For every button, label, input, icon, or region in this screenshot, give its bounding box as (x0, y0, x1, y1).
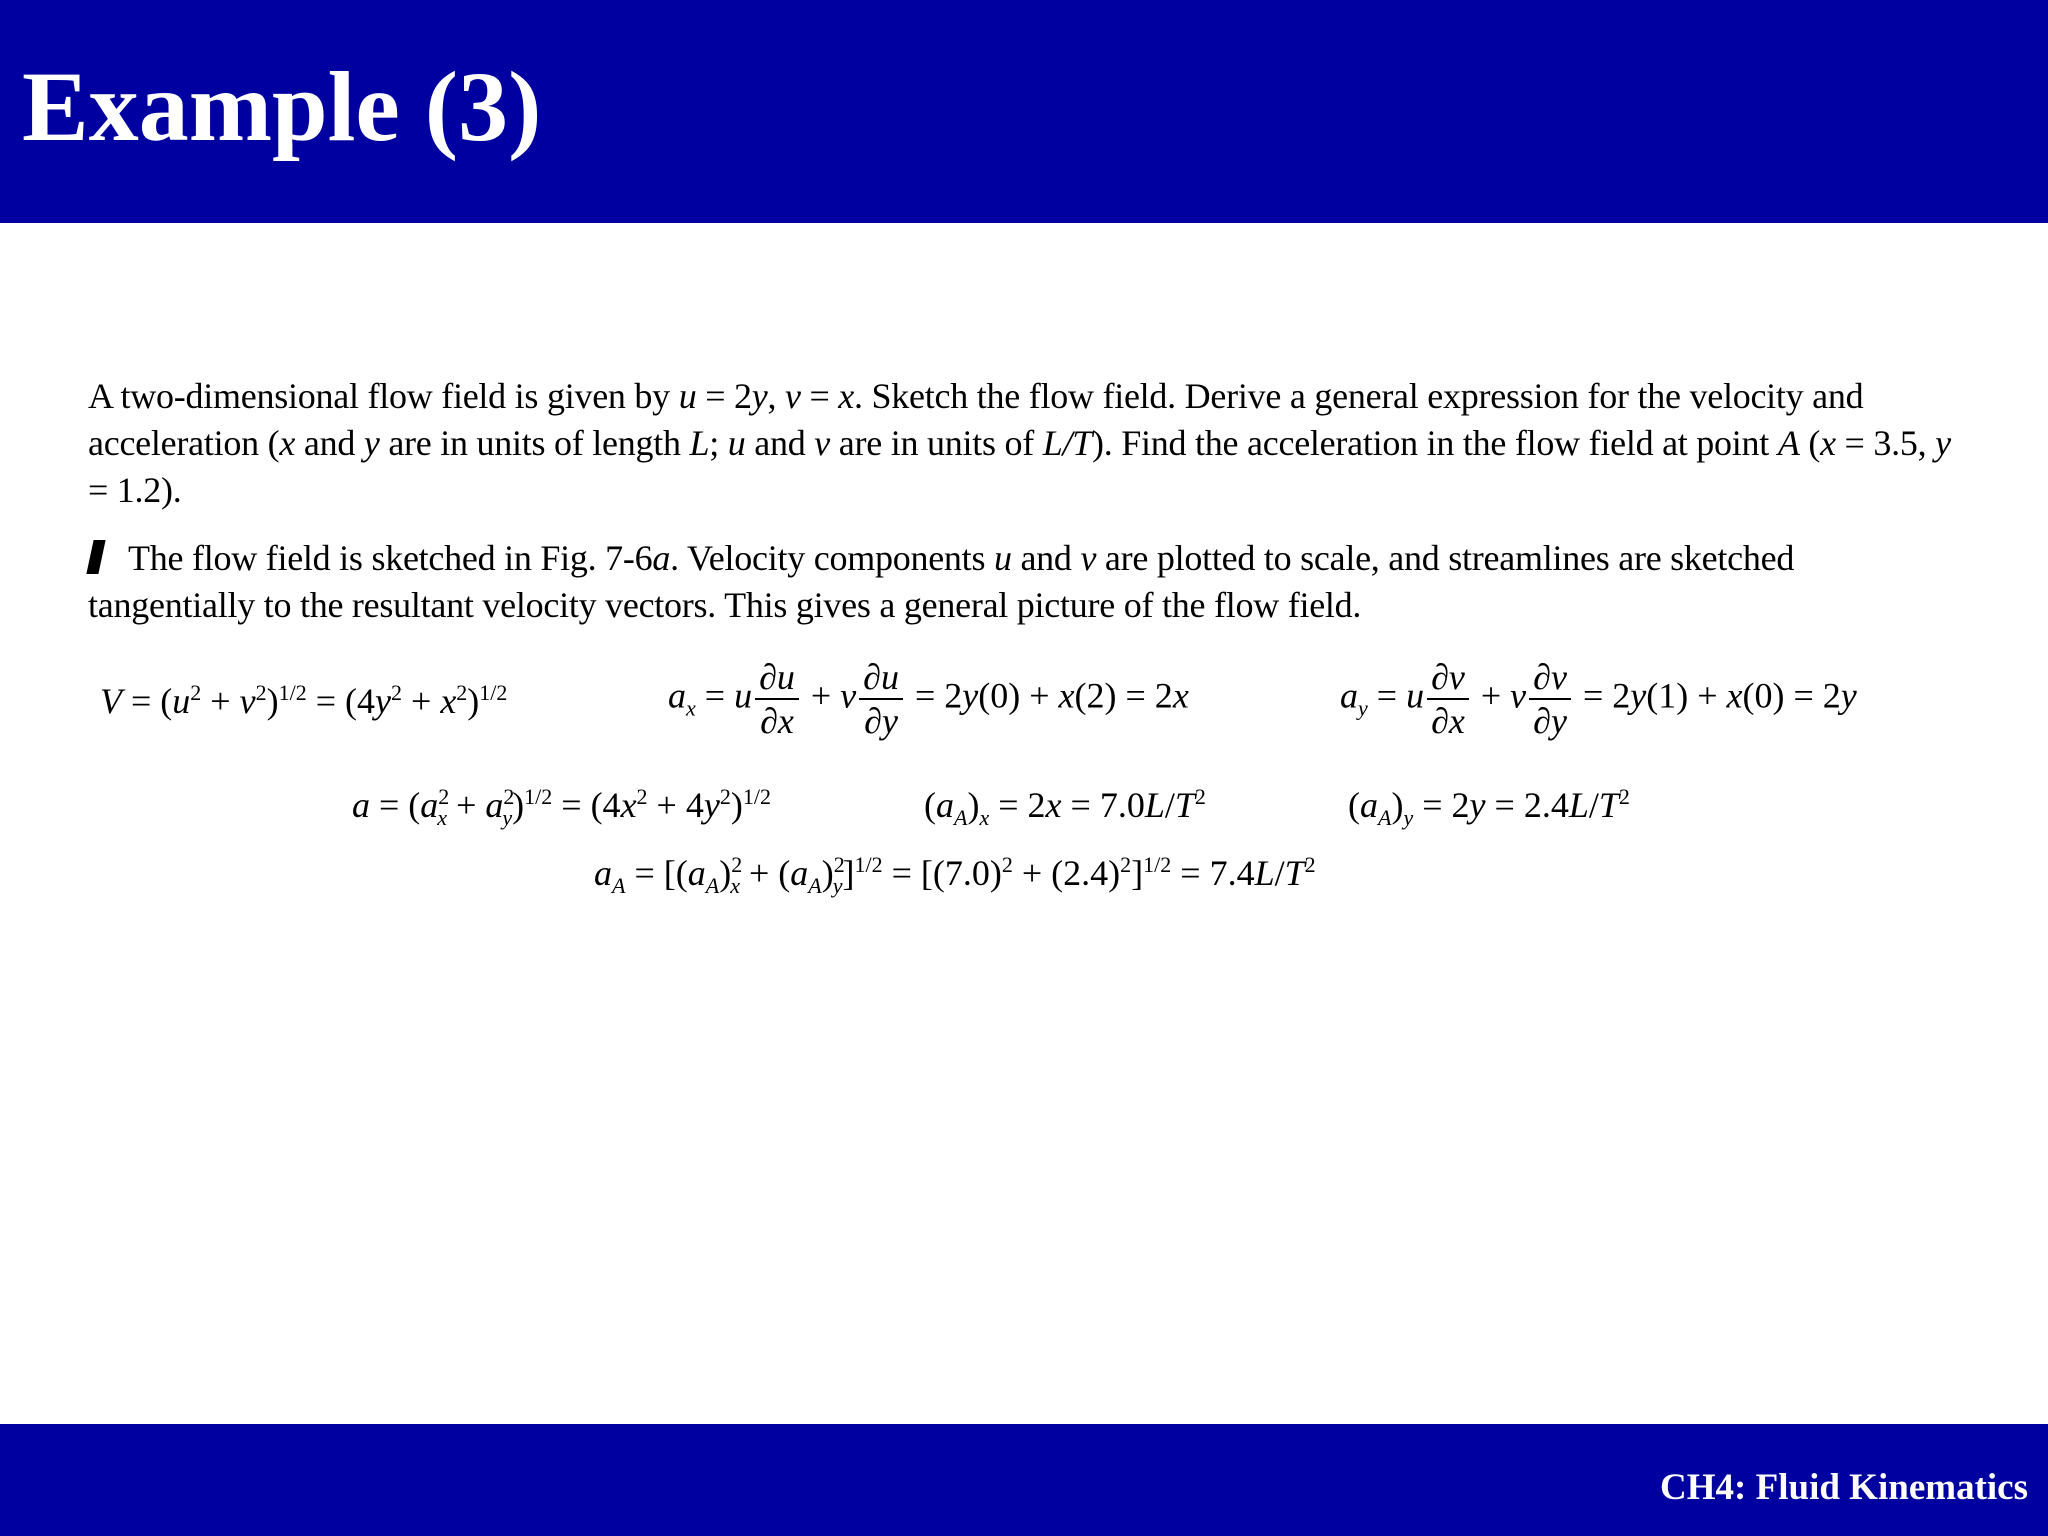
equation-ay: $a_y = u$ $\frac{\partial v}{\partial x}$ + v $\frac{\partial v}{\partial y}$ = 2y(1) + x(0) = 2y (1340, 657, 1857, 741)
equation-velocity: $V = (u^2 + v^2)^{1/2} = (4y^2 + x^2)^{1/2}$ (100, 680, 508, 721)
equation-ax: $a_x = u$ $\frac{\partial u}{\partial x}$ + v $\frac{\partial u}{\partial y}$ = 2y(0) + x(2) = 2x (668, 657, 1189, 741)
solution-marker-icon (86, 540, 105, 574)
title-bar (0, 0, 2048, 223)
chapter-label: CH4: Fluid Kinematics (1660, 1467, 2028, 1508)
slide-title: Example (3) (22, 51, 542, 162)
equation-aAy: $(a_A)_y = 2y = 2.4L/T^2$ (1348, 784, 1630, 831)
equation-aA: $a_A = [(a_A)^2_x + (a_A)^2_y]^{1/2} = [(7.0)^2 + (2.4)^2]^{1/2} = 7.4L/T^2$ (594, 852, 1316, 899)
footer-bar (0, 1424, 2048, 1536)
equation-a: $a = (a^2_x + a^2_y)^{1/2} = (4x^2 + 4y^2)^{1/2}$ (352, 784, 771, 831)
solution-text: The flow field is sketched in Fig. 7-6a. Velocity components u and v are plotted to scale, and streamlines are sketched tangentially to the resultant velocity vectors. This gives a general picture of the flow field. (88, 538, 1795, 625)
equation-aAx: $(a_A)_x = 2x = 7.0L/T^2$ (924, 784, 1206, 831)
slide-content (88, 373, 1958, 629)
problem-statement: A two-dimensional flow field is given by u = 2y, v = x. Sketch the flow field. Derive a general expression for the velocity and acceleration (x and y are in units of length L; u and v are in units of L/T). Find the acceleration in the flow field at point A (x = 3.5, y = 1.2). (88, 376, 1951, 510)
